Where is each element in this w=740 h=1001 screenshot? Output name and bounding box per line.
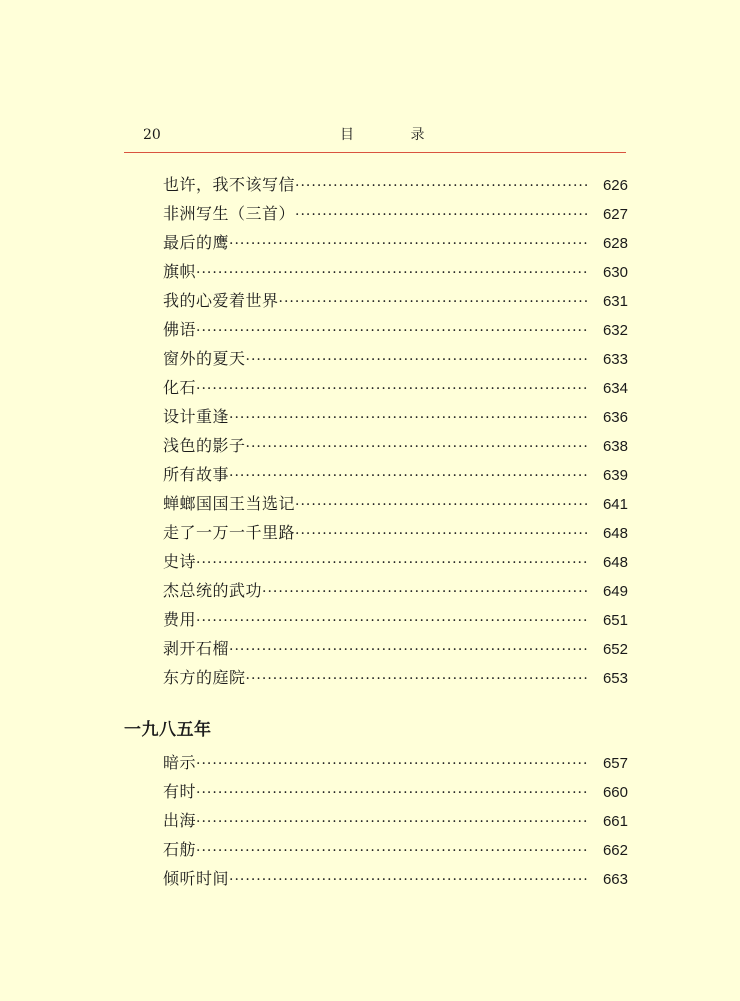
dot-leader <box>229 462 588 491</box>
toc-entry[interactable] <box>163 228 628 257</box>
toc-entry-title: 东方的庭院 <box>163 668 246 687</box>
toc-entry-page: 648 <box>602 554 628 571</box>
toc-entry[interactable] <box>163 605 628 634</box>
toc-entry-page: 648 <box>602 525 628 542</box>
dot-leader <box>229 636 588 665</box>
toc-entry-page: 631 <box>602 293 628 310</box>
toc-entry[interactable] <box>163 547 628 576</box>
toc-entry-page: 636 <box>602 409 628 426</box>
toc-entry-page: 633 <box>602 351 628 368</box>
toc-entry[interactable] <box>163 489 628 518</box>
page-number: 20 <box>143 127 161 143</box>
toc-entry-title: 出海 <box>163 811 197 830</box>
toc-entry[interactable] <box>163 315 628 344</box>
toc-entry-page: 657 <box>602 755 628 772</box>
toc-entry-page: 662 <box>602 842 628 859</box>
toc-entry-title: 化石 <box>163 378 197 397</box>
toc-entry-title: 非洲写生（三首） <box>163 204 296 223</box>
toc-entry-title: 最后的鹰 <box>163 233 230 252</box>
dot-leader <box>295 172 588 201</box>
toc-entry-title: 走了一万一千里路 <box>163 523 296 542</box>
toc-entry[interactable] <box>163 286 628 315</box>
dot-leader <box>196 549 588 578</box>
toc-entry[interactable] <box>163 663 628 692</box>
toc-entry-title: 佛语 <box>163 320 197 339</box>
running-title: 目 录 <box>340 127 451 143</box>
toc-entry-title: 剥开石榴 <box>163 639 230 658</box>
section-heading: 一九八五年 <box>124 720 212 740</box>
toc-entry-page: 627 <box>602 206 628 223</box>
dot-leader <box>196 375 588 404</box>
toc-entry-title: 浅色的影子 <box>163 436 246 455</box>
toc-entry-title: 暗示 <box>163 753 197 772</box>
toc-entry-page: 639 <box>602 467 628 484</box>
toc-entry[interactable] <box>163 431 628 460</box>
toc-entry-page: 661 <box>602 813 628 830</box>
toc-list-1985 <box>163 748 628 893</box>
toc-entry-page: 660 <box>602 784 628 801</box>
toc-entry-page: 652 <box>602 641 628 658</box>
dot-leader <box>246 346 588 375</box>
toc-entry-page: 638 <box>602 438 628 455</box>
toc-entry-title: 石舫 <box>163 840 197 859</box>
toc-entry-page: 649 <box>602 583 628 600</box>
dot-leader <box>196 808 588 837</box>
toc-entry-title: 设计重逢 <box>163 407 230 426</box>
toc-entry-page: 641 <box>602 496 628 513</box>
toc-entry-title: 蝉螂国国王当选记 <box>163 494 296 513</box>
toc-entry-title: 所有故事 <box>163 465 230 484</box>
toc-entry-page: 663 <box>602 871 628 888</box>
dot-leader <box>196 779 588 808</box>
toc-entry-title: 倾听时间 <box>163 869 230 888</box>
dot-leader <box>295 491 588 520</box>
toc-entry-title: 史诗 <box>163 552 197 571</box>
toc-entry[interactable] <box>163 806 628 835</box>
dot-leader <box>279 288 588 317</box>
toc-entry-page: 626 <box>602 177 628 194</box>
dot-leader <box>196 259 588 288</box>
toc-entry-title: 我的心爱着世界 <box>163 291 279 310</box>
dot-leader <box>229 230 588 259</box>
toc-entry-page: 630 <box>602 264 628 281</box>
toc-entry[interactable] <box>163 373 628 402</box>
dot-leader <box>196 837 588 866</box>
toc-entry[interactable] <box>163 634 628 663</box>
toc-entry-page: 651 <box>602 612 628 629</box>
toc-list <box>163 170 628 692</box>
toc-entry-title: 费用 <box>163 610 197 629</box>
toc-entry-page: 653 <box>602 670 628 687</box>
toc-entry[interactable] <box>163 748 628 777</box>
dot-leader <box>295 520 588 549</box>
dot-leader <box>246 665 588 694</box>
toc-entry[interactable] <box>163 835 628 864</box>
header-rule <box>124 152 626 153</box>
dot-leader <box>295 201 588 230</box>
toc-entry-page: 634 <box>602 380 628 397</box>
toc-entry[interactable] <box>163 344 628 373</box>
dot-leader <box>246 433 588 462</box>
toc-entry[interactable] <box>163 576 628 605</box>
toc-entry-title: 也许，我不该写信 <box>163 175 296 194</box>
toc-entry[interactable] <box>163 199 628 228</box>
toc-entry[interactable] <box>163 257 628 286</box>
toc-entry-title: 旗帜 <box>163 262 197 281</box>
toc-entry-title: 窗外的夏天 <box>163 349 246 368</box>
dot-leader <box>196 317 588 346</box>
toc-entry[interactable] <box>163 777 628 806</box>
toc-entry-page: 632 <box>602 322 628 339</box>
toc-entry[interactable] <box>163 460 628 489</box>
toc-entry[interactable] <box>163 518 628 547</box>
dot-leader <box>229 404 588 433</box>
dot-leader <box>262 578 588 607</box>
toc-entry[interactable] <box>163 170 628 199</box>
dot-leader <box>196 750 588 779</box>
toc-entry[interactable] <box>163 402 628 431</box>
dot-leader <box>196 607 588 636</box>
toc-entry-title: 有时 <box>163 782 197 801</box>
toc-entry-title: 杰总统的武功 <box>163 581 263 600</box>
toc-entry[interactable] <box>163 864 628 893</box>
dot-leader <box>229 866 588 895</box>
toc-entry-page: 628 <box>602 235 628 252</box>
